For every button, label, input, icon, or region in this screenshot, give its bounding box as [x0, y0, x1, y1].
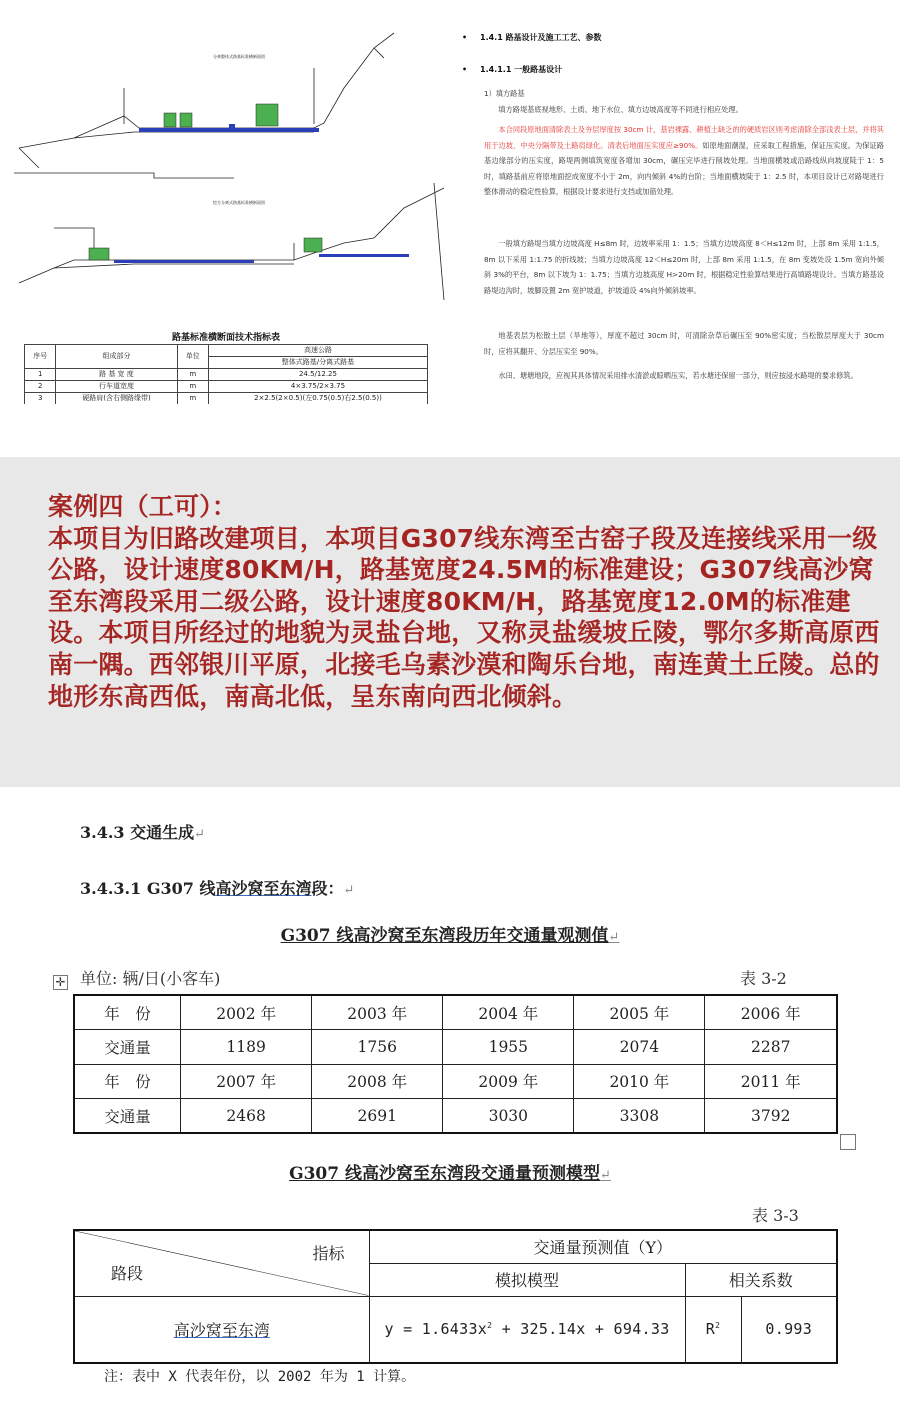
top-document-region: [0, 0, 900, 420]
r-exponent: 2: [715, 1321, 721, 1331]
table-cell: 3792: [705, 1099, 837, 1134]
table-row: [74, 1064, 837, 1099]
table-cell: 2011 年: [705, 1064, 837, 1099]
spec-table-clip: [22, 342, 434, 404]
paragraph-2: [484, 122, 884, 200]
table-cell: 2005 年: [574, 995, 705, 1030]
heading-1-4-1-1: • 1.4.1.1 一般路基设计: [462, 65, 563, 74]
formula-part-b: + 325.14x + 694.33: [492, 1320, 670, 1339]
table-row: [74, 1099, 837, 1134]
unit-label: 单位: 辆/日(小客车): [80, 969, 221, 988]
r-squared-symbol: [685, 1296, 741, 1363]
table-cell: 1955: [443, 1030, 574, 1065]
spec-table-row: [25, 381, 428, 393]
spec-cell: 路 基 宽 度: [56, 369, 177, 381]
table-3-3-title: [0, 1159, 900, 1184]
table-cell: 交通量: [74, 1030, 181, 1065]
table-cell: 2691: [312, 1099, 443, 1134]
table-3-3-title-text: G307 线高沙窝至东湾段交通量预测模型: [289, 1164, 600, 1184]
road-section-cell: [74, 1296, 369, 1363]
table-3-2-title-text: G307 线高沙窝至东湾段历年交通量观测值: [280, 926, 609, 946]
traffic-observation-table: [73, 994, 838, 1134]
heading-3-4-3-1-suffix: 段：: [311, 879, 344, 898]
heading-3-4-3-1: [80, 876, 354, 899]
case-title: 案例四（工可）：: [48, 492, 238, 521]
drawing-title-1: 分离整体式路基标准横断面图: [213, 54, 265, 59]
spec-cell: m: [177, 381, 208, 393]
paragraph-3: 一般填方路堤当填方边坡高度 H≤8m 时，边坡率采用 1：1.5；当填方边坡高度 8＜H≤12m 时，上部 8m 采用 1:1.5，8m 以下采用 1:1.75 的折线坡；当填方边坡高度 12＜H≤20m 时，上部 8m 采用 1:1.5，在 8m 变坡处设 1.5m 宽向外倾斜 3%的平台，8m 以下坡为 1：1.75；当填方边坡高度 H>20m 时，根据稳定性验算结果进行高填路堤设计。当填方路基设路堤边沟时，坡脚设置 2m 宽护坡道，护坡道设 4%向外倾斜坡率。: [484, 239, 884, 295]
heading-3-4-3-1-prefix: 3.4.3.1 G307 线: [80, 879, 216, 898]
case-body: 本项目为旧路改建项目，本项目G307线东湾至古窑子段及连接线采用一级公路，设计速度80KM/H，路基宽度24.5M的标准建设；G307线高沙窝至东湾段采用二级公路，设计速度80KM/H，路基宽度12.0M的标准建设。本项目所经过的地貌为灵盐台地，又称灵盐缓坡丘陵，鄂尔多斯高原西南一隅。西邻银川平原，北接毛乌素沙漠和陶乐台地，南连黄土丘陵。总的地形东高西低，南高北低，呈东南向西北倾斜。: [48, 523, 880, 711]
heading-3-4-3: [80, 820, 205, 843]
spec-table-row: [25, 369, 428, 381]
table-cell: 2468: [181, 1099, 312, 1134]
heading-1-4-1-1-text: 1.4.1.1 一般路基设计: [480, 65, 563, 74]
paragraph-mark: ↵: [194, 827, 206, 842]
spec-cell: m: [177, 393, 208, 405]
spec-header-cell: 序号: [25, 345, 56, 369]
table-cell: 2010 年: [574, 1064, 705, 1099]
spec-header-cell: 单位: [177, 345, 208, 369]
paragraph-mark: ↵: [600, 1168, 611, 1183]
table-cell: 2004 年: [443, 995, 574, 1030]
table-3-3-number: 表 3-3: [752, 1206, 799, 1225]
heading-3-4-3-text: 3.4.3 交通生成: [80, 823, 195, 842]
cross-section-drawing-svg: [14, 28, 456, 300]
sub-heading-fill: 1）填方路基: [484, 89, 525, 98]
table-cell: 年 份: [74, 995, 181, 1030]
table-cell: 2287: [705, 1030, 837, 1065]
table-cell: 3308: [574, 1099, 705, 1134]
table-cell: 2074: [574, 1030, 705, 1065]
road-section-name: 高沙窝至东湾: [173, 1320, 270, 1340]
case-four-box: [0, 457, 900, 787]
heading-3-4-3-1-place: 高沙窝至东湾: [215, 879, 312, 898]
table-resize-handle[interactable]: [840, 1134, 856, 1150]
table-3-2-title: [0, 921, 900, 946]
table-cell: 2006 年: [705, 995, 837, 1030]
spec-cell: 2×2.5(2×0.5)(左0.75(0.5)右2.5(0.5)): [208, 393, 427, 405]
spec-cell: 24.5/12.25: [208, 369, 427, 381]
table-note: 注：表中 X 代表年份，以 2002 年为 1 计算。: [104, 1369, 416, 1385]
table-cell: 2007 年: [181, 1064, 312, 1099]
spec-cell: 2: [25, 381, 56, 393]
paragraph-5: 水田、塘塘地段，应视其具体情况采用排水清淤或晾晒压实，若水塘还保留一部分，则应按浸水路堤的要求修筑。: [498, 371, 858, 380]
table-move-handle-icon[interactable]: ✛: [53, 975, 68, 990]
paragraph-1: 填方路堤基底视地形、土质、地下水位、填方边坡高度等不同进行相应处理。: [498, 105, 743, 114]
paragraph-mark: ↵: [343, 883, 355, 898]
cross-section-drawings: [14, 28, 456, 300]
paragraph-2-red: 本合同段原地面清除表土及夯层厚度按 30cm 计，基岩裸露、耕植土缺乏的的硬质岩区则考虑清除全部浅表土层，并将其用于边坡、中央分隔带及土路肩绿化。清表后地面压实度应≥90%。: [484, 125, 884, 150]
table-cell: 交通量: [74, 1099, 181, 1134]
table-cell: 3030: [443, 1099, 574, 1134]
heading-1-4-1-text: 1.4.1 路基设计及施工工艺、参数: [480, 33, 602, 42]
spec-cell: m: [177, 369, 208, 381]
section-label: 路段: [111, 1263, 144, 1283]
table-row: [74, 1296, 837, 1363]
spec-header-cell: 高速公路: [208, 345, 427, 357]
paragraph-4: 地基表层为松散土层（旱地等），厚度不超过 30cm 时，可清除杂草后碾压至 90%密实度；当松散层厚度大于 30cm 时，应将其翻开、分层压实至 90%。: [484, 331, 884, 356]
model-formula: [369, 1296, 685, 1363]
case-text: [48, 491, 880, 712]
table-row: [74, 995, 837, 1030]
table-cell: 2003 年: [312, 995, 443, 1030]
spec-cell: 行车道宽度: [56, 381, 177, 393]
table-cell: 2008 年: [312, 1064, 443, 1099]
paragraph-mark: ↵: [608, 930, 620, 945]
spec-cell: 3: [25, 393, 56, 405]
indicator-label: 指标: [312, 1244, 345, 1263]
heading-1-4-1: • 1.4.1 路基设计及施工工艺、参数: [462, 33, 602, 42]
spec-table: [24, 344, 428, 404]
paragraph-2-rest: 如原地面潮湿，应采取工程措施，保证压实度。为保证路基边缘部分的压实度，路堤两侧填筑宽度各增加 30cm，碾压完毕进行削坡处理。当地面横坡或沿路线纵向坡度陡于 1：5 时，填路基前应将原地面挖成宽度不小于 2m，向内倾斜 4%的台阶；当地面横坡陡于 1：2.5 时，本项目设计已对路堤进行整体滑动的稳定性验算，根据设计要求进行支挡或加筋处理。: [484, 140, 884, 197]
diagonal-header-cell: [74, 1230, 369, 1296]
spec-cell: 1: [25, 369, 56, 381]
table-cell: 2009 年: [443, 1064, 574, 1099]
r-squared-value: 0.993: [741, 1296, 837, 1363]
prediction-header: 交通量预测值（Y）: [369, 1230, 837, 1263]
correlation-header: 相关系数: [685, 1263, 837, 1296]
drawing-title-2: 挖方分离式路基标准横断面图: [213, 200, 265, 205]
model-header: 模拟模型: [369, 1263, 685, 1296]
r-symbol: R: [705, 1320, 716, 1339]
spec-cell: 硬路肩(含右侧路缘带): [56, 393, 177, 405]
table-cell: 1189: [181, 1030, 312, 1065]
spec-cell: 4×3.75/2×3.75: [208, 381, 427, 393]
spec-table-title: 路基标准横断面技术指标表: [171, 333, 280, 343]
table-row: [74, 1030, 837, 1065]
table-cell: 年 份: [74, 1064, 181, 1099]
table-cell: 2002 年: [181, 995, 312, 1030]
formula-part-a: y = 1.6433x: [384, 1320, 488, 1339]
table-row: [74, 1230, 837, 1263]
table-cell: 1756: [312, 1030, 443, 1065]
spec-table-row: [25, 393, 428, 405]
formula-exponent: 2: [487, 1321, 493, 1331]
spec-header-cell: 组成部分: [56, 345, 177, 369]
table-3-2-number: 表 3-2: [740, 969, 787, 988]
spec-header-cell: 整体式路基/分离式路基: [208, 357, 427, 369]
traffic-model-table: [73, 1229, 838, 1364]
